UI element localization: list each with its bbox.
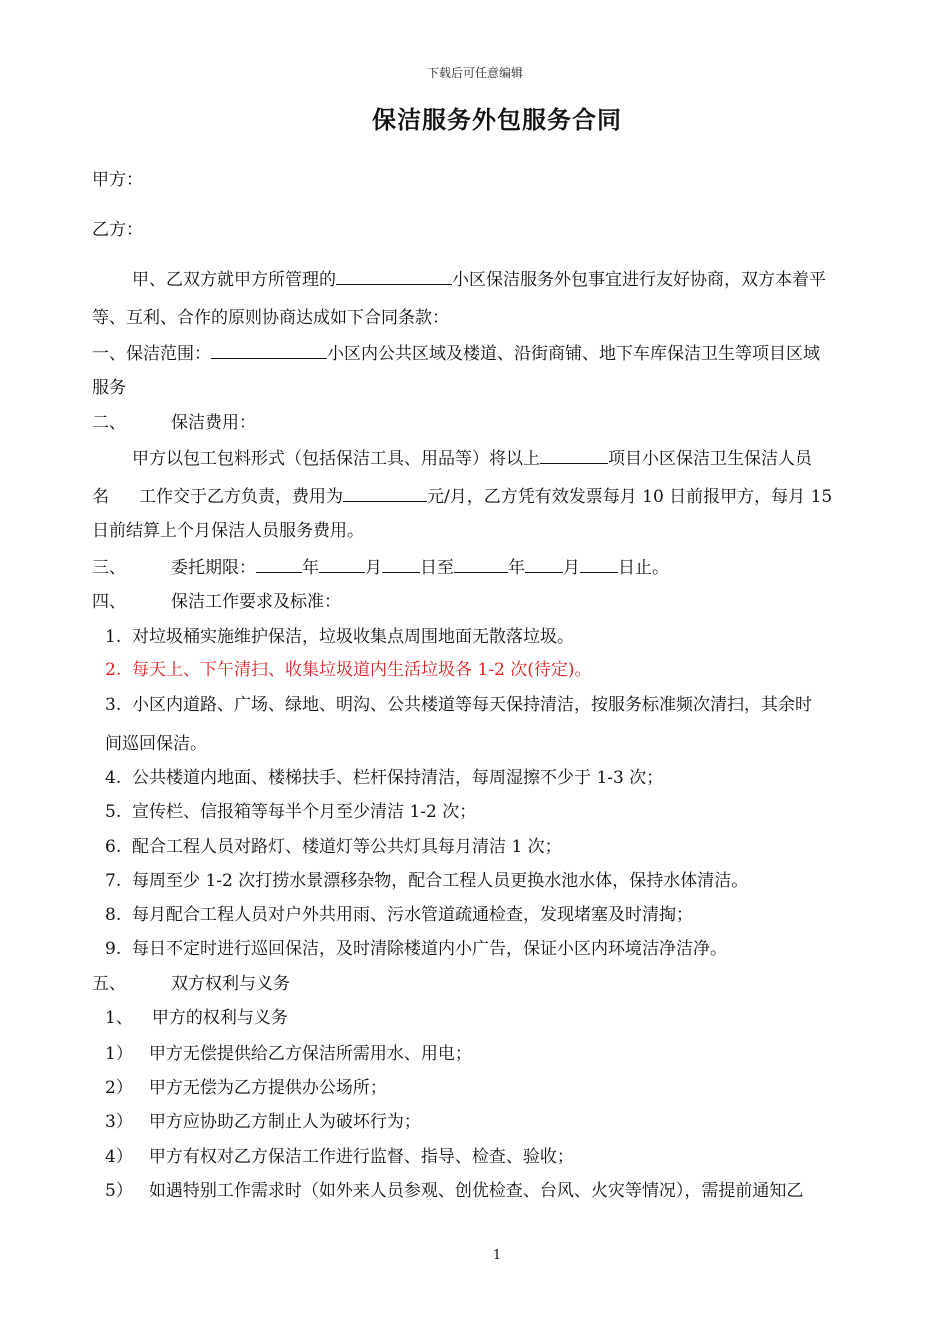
list-item-text: 每月配合工程人员对户外共用雨、污水管道疏通检查，发现堵塞及时清掏； xyxy=(132,905,694,925)
list-item xyxy=(105,1180,803,1202)
month-label: 月 xyxy=(563,558,580,578)
section-3-line xyxy=(92,556,669,579)
list-item xyxy=(105,694,812,716)
list-item-number: 2. xyxy=(105,660,122,680)
section-1-line-2: 服务 xyxy=(92,378,126,398)
list-item-number: 1） xyxy=(105,1044,133,1064)
list-item-text: 甲方无偿提供给乙方保洁所需用水、用电； xyxy=(148,1044,472,1064)
start-month-blank xyxy=(319,556,365,573)
scope-blank xyxy=(211,342,327,359)
section-2-line-3: 日前结算上个月保洁人员服务费用。 xyxy=(92,521,364,541)
list-item-number: 1. xyxy=(105,627,122,647)
list-item-number: 4. xyxy=(105,768,122,788)
list-item xyxy=(105,870,748,892)
intro-line-2: 等、互利、合作的原则协商达成如下合同条款： xyxy=(92,308,449,328)
list-item xyxy=(105,836,562,858)
section-2-text-2b: 工作交于乙方负责，费用为 xyxy=(139,487,343,507)
party-a-label: 甲方： xyxy=(92,170,143,190)
list-item xyxy=(105,904,693,926)
list-item-number: 5. xyxy=(105,802,122,822)
section-1-line-1 xyxy=(92,342,820,365)
list-item xyxy=(105,801,476,823)
year-label: 年 xyxy=(508,558,525,578)
section-1-text: 小区内公共区域及楼道、沿街商铺、地下车库保洁卫生等项目区域 xyxy=(327,344,820,364)
section-1-heading: 一、保洁范围： xyxy=(92,344,211,364)
section-4-number: 四、 xyxy=(92,592,126,612)
list-item-number: 3. xyxy=(105,695,122,715)
list-item xyxy=(105,1111,421,1133)
end-year-blank xyxy=(454,556,508,573)
intro-text-1: 甲、乙双方就甲方所管理的 xyxy=(132,270,336,290)
section-3-number: 三、 xyxy=(92,558,126,578)
list-item-text: 宣传栏、信报箱等每半个月至少清洁 1-2 次； xyxy=(132,802,477,822)
section-2-number: 二、 xyxy=(92,413,126,433)
intro-text-2: 小区保洁服务外包事宜进行友好协商，双方本着平 xyxy=(452,270,826,290)
end-month-blank xyxy=(525,556,563,573)
section-5-heading: 双方权利与义务 xyxy=(171,974,290,994)
fee-blank xyxy=(343,485,427,502)
section-2-text-1a: 甲方以包工包料形式（包括保洁工具、用品等）将以上 xyxy=(132,449,540,469)
section-2-text-2c: 元/月，乙方凭有效发票每月 10 日前报甲方，每月 15 xyxy=(427,487,833,507)
list-item-text: 甲方有权对乙方保洁工作进行监督、指导、检查、验收； xyxy=(148,1147,574,1167)
list-item-text: 小区内道路、广场、绿地、明沟、公共楼道等每天保持清洁，按服务标准频次清扫，其余时 xyxy=(132,695,813,715)
section-4-heading-line xyxy=(92,591,341,613)
list-item xyxy=(105,938,727,960)
section-2-line-1 xyxy=(132,447,812,470)
list-item-number: 2） xyxy=(105,1078,133,1098)
list-item-continuation: 间巡回保洁。 xyxy=(105,734,207,754)
list-item xyxy=(105,767,663,789)
subsection-heading: 甲方的权利与义务 xyxy=(151,1008,288,1028)
day-end-label: 日止。 xyxy=(618,558,669,578)
list-item-text: 甲方无偿为乙方提供办公场所； xyxy=(148,1078,387,1098)
list-item xyxy=(105,1146,574,1168)
document-title: 保洁服务外包服务合同 xyxy=(372,106,622,134)
list-item-text: 对垃圾桶实施维护保洁，垃圾收集点周围地面无散落垃圾。 xyxy=(132,627,575,647)
start-day-blank xyxy=(382,556,420,573)
month-label: 月 xyxy=(365,558,382,578)
page-number: 1 xyxy=(492,1248,502,1263)
list-item-highlighted xyxy=(105,659,592,681)
list-item-text: 甲方应协助乙方制止人为破坏行为； xyxy=(148,1112,421,1132)
community-name-blank xyxy=(336,268,452,285)
section-2-heading-line xyxy=(92,412,256,434)
section-2-line-2 xyxy=(92,485,832,508)
section-5-number: 五、 xyxy=(92,974,126,994)
section-3-heading: 委托期限： xyxy=(171,558,256,578)
subsection-number: 1、 xyxy=(105,1008,133,1028)
list-item xyxy=(105,626,574,648)
project-blank xyxy=(540,447,608,464)
subsection-heading-line xyxy=(105,1007,288,1029)
section-2-text-2a: 名 xyxy=(92,487,109,507)
list-item-number: 8. xyxy=(105,905,122,925)
start-year-blank xyxy=(256,556,302,573)
list-item-number: 9. xyxy=(105,939,122,959)
list-item-number: 3） xyxy=(105,1112,133,1132)
list-item-number: 6. xyxy=(105,837,122,857)
page-header-note: 下载后可任意编辑 xyxy=(426,66,523,80)
end-day-blank xyxy=(580,556,618,573)
list-item-number: 4） xyxy=(105,1147,133,1167)
list-item xyxy=(105,1077,387,1099)
section-5-heading-line xyxy=(92,973,290,995)
list-item-number: 7. xyxy=(105,871,122,891)
section-4-heading: 保洁工作要求及标准： xyxy=(171,592,341,612)
list-item-number: 5） xyxy=(105,1181,133,1201)
list-item-text: 每日不定时进行巡回保洁，及时清除楼道内小广告，保证小区内环境洁净洁净。 xyxy=(132,939,728,959)
party-b-label: 乙方： xyxy=(92,220,143,240)
list-item-text: 配合工程人员对路灯、楼道灯等公共灯具每月清洁 1 次； xyxy=(132,837,562,857)
section-2-text-1b: 项目小区保洁卫生保洁人员 xyxy=(608,449,812,469)
list-item xyxy=(105,1043,472,1065)
list-item-text: 每天上、下午清扫、收集垃圾道内生活垃圾各 1-2 次(待定)。 xyxy=(132,660,592,680)
list-item-text: 如遇特别工作需求时（如外来人员参观、创优检查、台风、火灾等情况），需提前通知乙 xyxy=(148,1181,804,1201)
intro-line-1 xyxy=(132,268,826,291)
list-item-text: 每周至少 1-2 次打捞水景漂移杂物，配合工程人员更换水池水体，保持水体清洁。 xyxy=(132,871,749,891)
day-to-label: 日至 xyxy=(420,558,454,578)
section-2-heading: 保洁费用： xyxy=(171,413,256,433)
year-label: 年 xyxy=(302,558,319,578)
list-item-text: 公共楼道内地面、楼梯扶手、栏杆保持清洁，每周湿擦不少于 1-3 次； xyxy=(132,768,664,788)
